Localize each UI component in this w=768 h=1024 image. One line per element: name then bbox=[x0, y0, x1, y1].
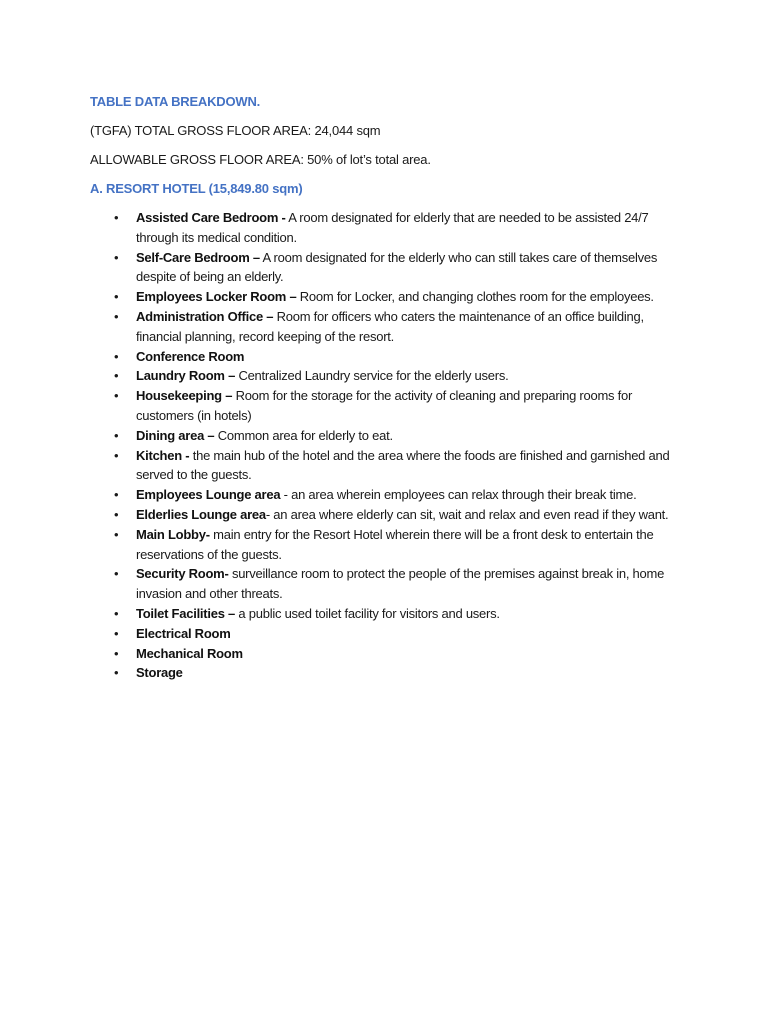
item-description: Common area for elderly to eat. bbox=[214, 427, 393, 443]
list-item bbox=[90, 386, 671, 426]
item-term: Assisted Care Bedroom - bbox=[136, 210, 286, 225]
allowable-gross-floor-area: ALLOWABLE GROSS FLOOR AREA: 50% of lot’s total area. bbox=[90, 152, 431, 167]
list-item bbox=[90, 485, 671, 505]
item-term: Security Room- bbox=[136, 566, 229, 582]
section-heading-resort-hotel: A. RESORT HOTEL (15,849.80 sqm) bbox=[90, 181, 303, 196]
list-item bbox=[90, 347, 671, 367]
bullet-icon: • bbox=[114, 665, 119, 681]
item-term: Laundry Room – bbox=[136, 368, 236, 384]
item-term: Kitchen - bbox=[136, 447, 190, 463]
item-description: Centralized Laundry service for the elderly users. bbox=[235, 368, 509, 384]
item-description: main entry for the Resort Hotel wherein there will be a front desk to entertain the reservations of the guests. bbox=[136, 526, 654, 562]
total-gross-floor-area: (TGFA) TOTAL GROSS FLOOR AREA: 24,044 sqm bbox=[90, 123, 381, 138]
bullet-icon: • bbox=[114, 625, 119, 641]
bullet-icon: • bbox=[114, 348, 119, 364]
item-description: - an area wherein employees can relax through their break time. bbox=[280, 487, 637, 503]
item-term: Toilet Facilities – bbox=[136, 605, 236, 621]
item-description: - an area where elderly can sit, wait and relax and even read if they want. bbox=[265, 506, 669, 522]
list-item bbox=[90, 505, 671, 525]
room-list bbox=[90, 208, 680, 683]
item-description: Room for the storage for the activity of cleaning and preparing rooms for customers (in hotels) bbox=[136, 388, 633, 423]
bullet-icon: • bbox=[114, 605, 119, 621]
item-term: Dining area – bbox=[136, 427, 215, 443]
bullet-icon: • bbox=[114, 645, 119, 661]
bullet-icon: • bbox=[114, 566, 119, 582]
item-term: Employees Locker Room – bbox=[136, 289, 297, 305]
item-description: A room designated for elderly that are needed to be assisted 24/7 through its medical condition. bbox=[136, 210, 649, 245]
item-description: Room for Locker, and changing clothes room for the employees. bbox=[296, 289, 654, 305]
list-item bbox=[90, 366, 671, 386]
list-item bbox=[90, 426, 671, 446]
item-term: Housekeeping – bbox=[136, 388, 233, 404]
bullet-icon: • bbox=[114, 388, 119, 404]
item-description: surveillance room to protect the people of the premises against break in, home invasion and other threats. bbox=[136, 566, 665, 602]
list-item bbox=[90, 624, 671, 644]
bullet-icon: • bbox=[114, 249, 119, 265]
item-term: Employees Lounge area bbox=[136, 487, 281, 503]
list-item bbox=[90, 208, 671, 248]
bullet-icon: • bbox=[114, 427, 119, 443]
item-term: Conference Room bbox=[136, 348, 245, 364]
list-item bbox=[90, 446, 671, 486]
bullet-icon: • bbox=[114, 487, 119, 503]
item-term: Main Lobby- bbox=[136, 526, 210, 542]
item-description: a public used toilet facility for visitors and users. bbox=[235, 605, 500, 621]
document-title: TABLE DATA BREAKDOWN. bbox=[90, 94, 261, 109]
item-term: Administration Office – bbox=[136, 308, 274, 324]
item-description: Room for officers who caters the maintenance of an office building, financial planning, record keeping of the resort. bbox=[136, 308, 644, 344]
list-item bbox=[90, 525, 671, 565]
list-item bbox=[90, 307, 671, 347]
bullet-icon: • bbox=[114, 368, 119, 384]
bullet-icon: • bbox=[114, 526, 119, 542]
item-description: A room designated for the elderly who can still takes care of themselves despite of being an elderly. bbox=[136, 249, 658, 285]
list-item bbox=[90, 644, 671, 664]
bullet-icon: • bbox=[114, 447, 119, 463]
document-content bbox=[90, 93, 680, 683]
item-term: Elderlies Lounge area bbox=[136, 506, 266, 522]
item-term: Electrical Room bbox=[136, 625, 231, 641]
item-term: Self-Care Bedroom – bbox=[136, 249, 260, 265]
bullet-icon: • bbox=[114, 308, 119, 324]
item-description: the main hub of the hotel and the area where the foods are finished and garnished and served to the guests. bbox=[136, 447, 670, 483]
bullet-icon: • bbox=[114, 289, 119, 305]
list-item bbox=[90, 564, 671, 604]
list-item bbox=[90, 663, 671, 683]
bullet-icon: • bbox=[114, 506, 119, 522]
item-term: Mechanical Room bbox=[136, 645, 243, 661]
list-item bbox=[90, 248, 671, 288]
list-item bbox=[90, 287, 671, 307]
bullet-icon: • bbox=[114, 210, 119, 225]
list-item bbox=[90, 604, 671, 624]
item-term: Storage bbox=[136, 665, 183, 681]
